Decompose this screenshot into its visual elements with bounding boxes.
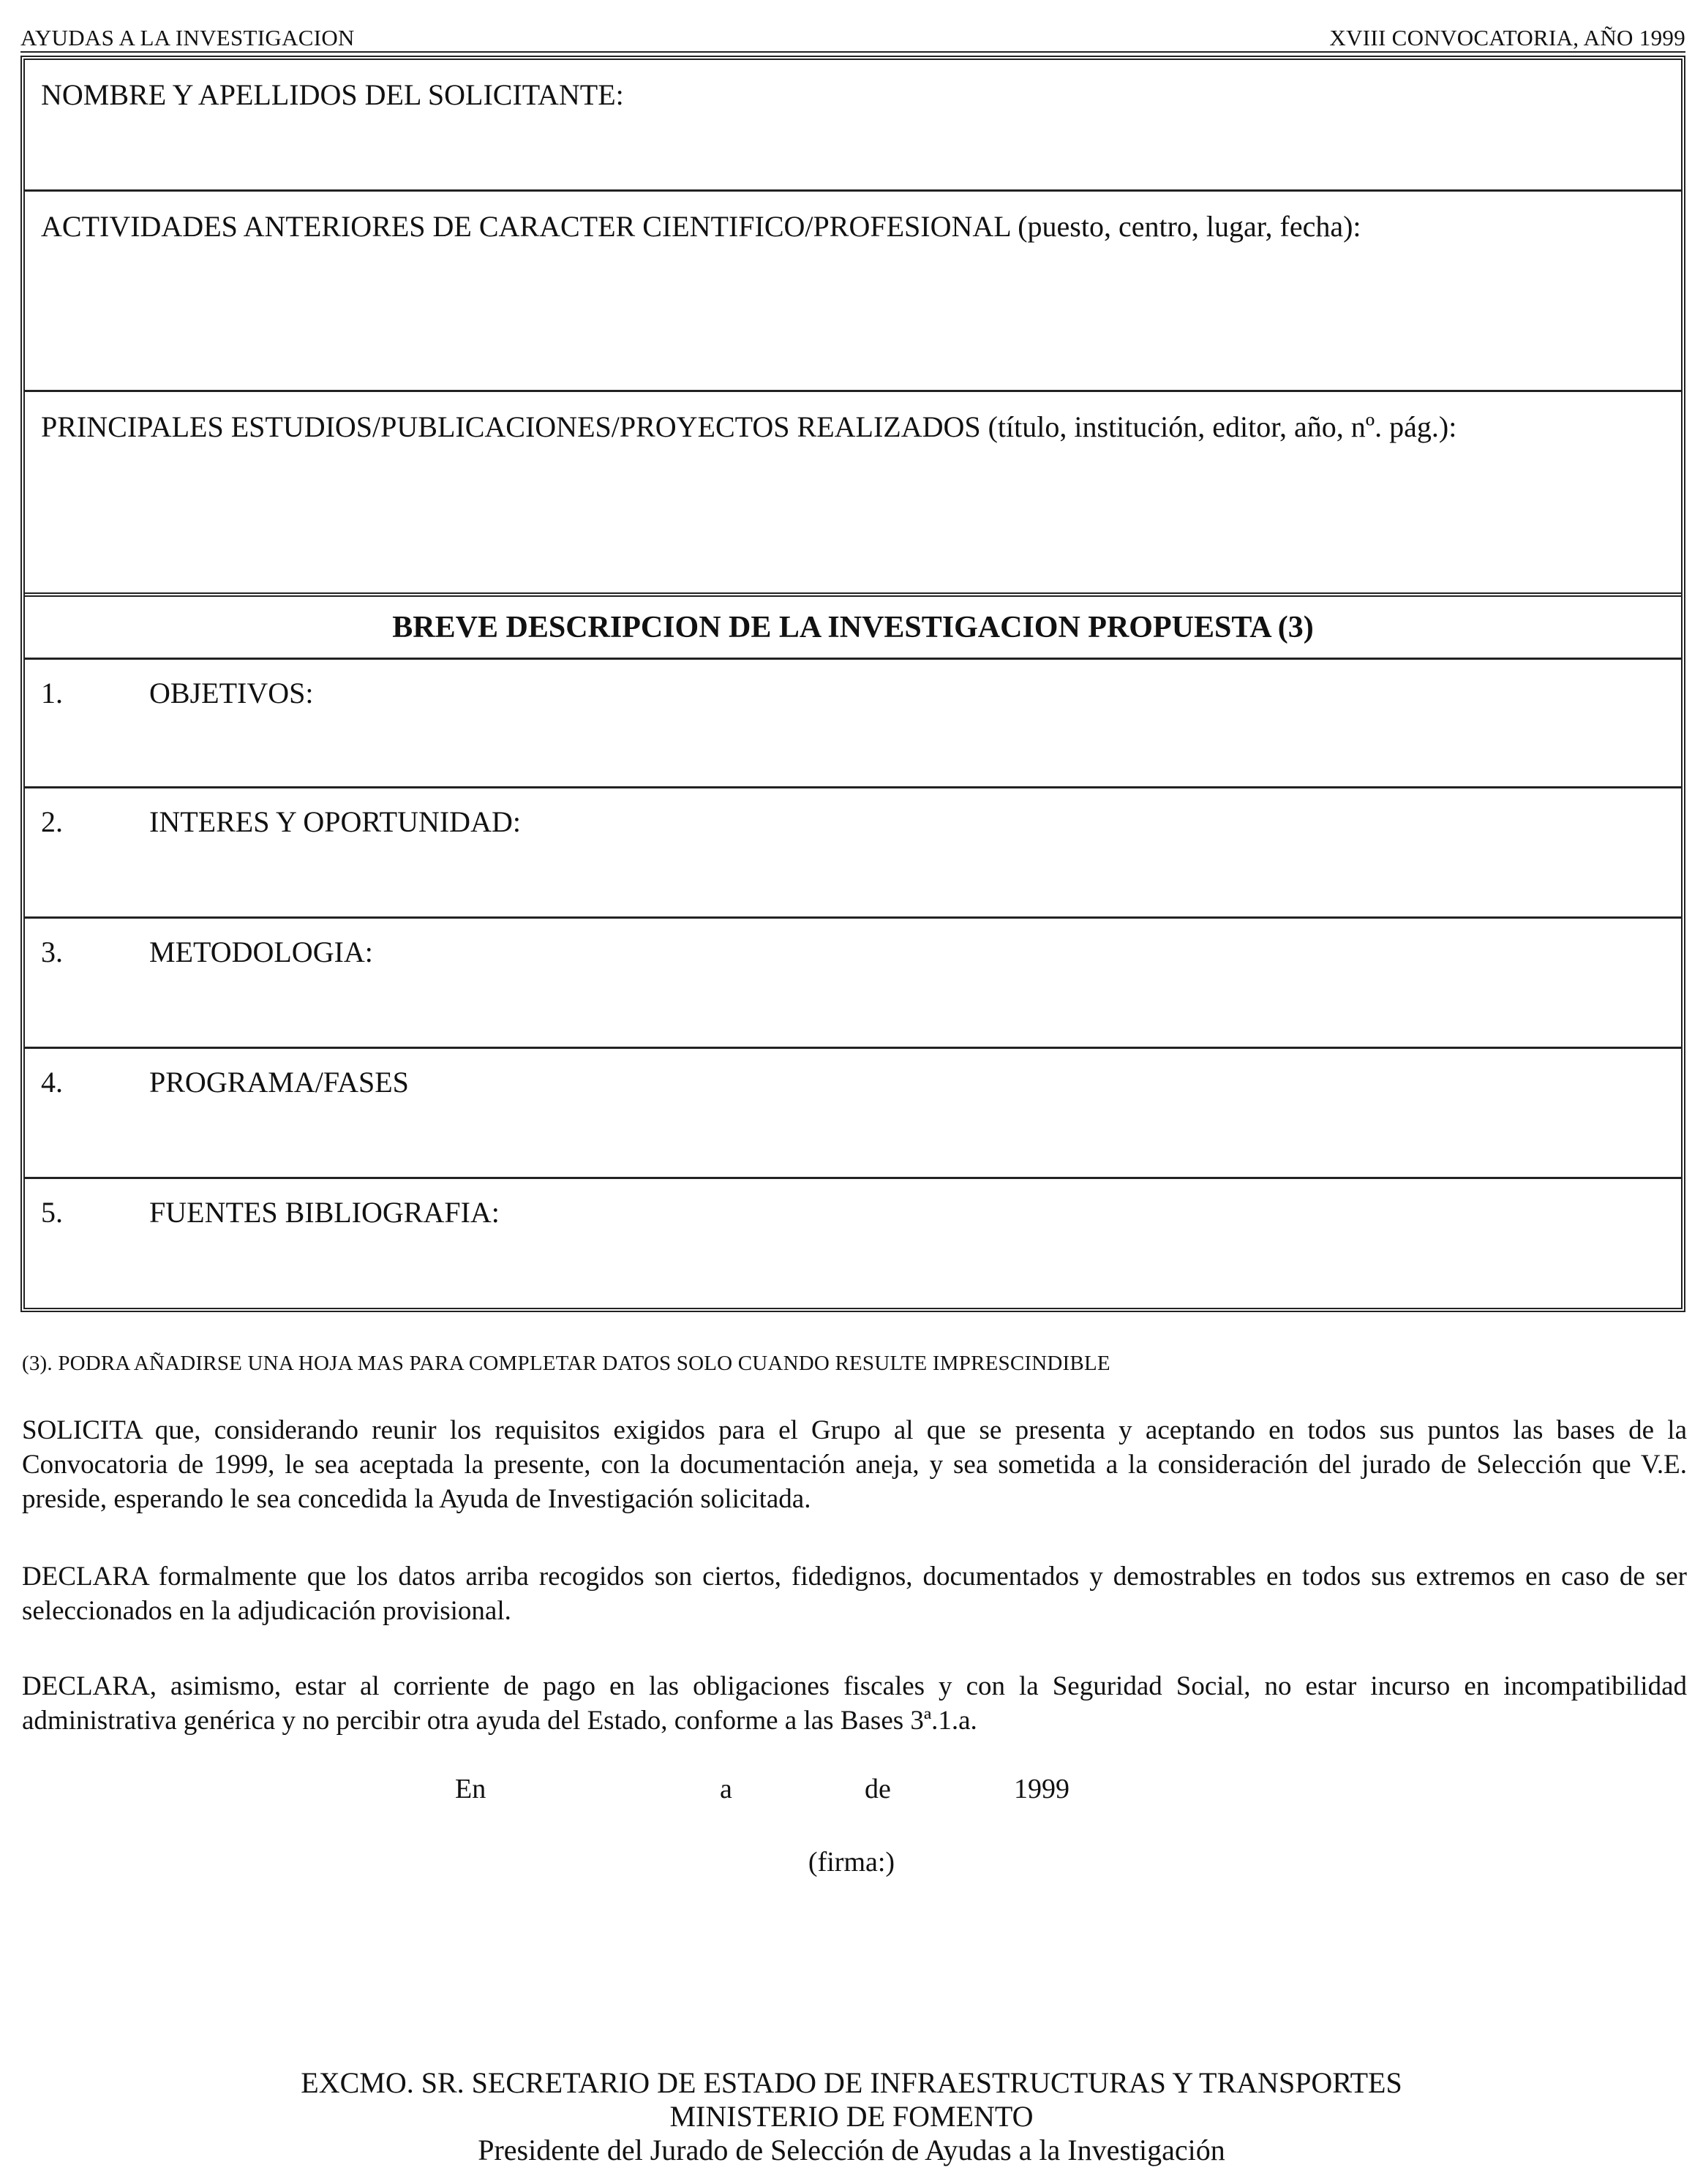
item-methodology[interactable] xyxy=(25,919,1681,1049)
item-label: PROGRAMA/FASES xyxy=(149,1066,409,1099)
publications-label: PRINCIPALES ESTUDIOS/PUBLICACIONES/PROYECTOS REALIZADOS (título, institución, editor, año, nº. pág.): xyxy=(41,410,1457,443)
request-paragraph: SOLICITA que, considerando reunir los requisitos exigidos para el Grupo al que se presenta y aceptando en todos sus puntos las bases de la Convocatoria de 1999, le sea aceptada la presente, con la documentación aneja, y sea sometida a la consideración del jurado de Selección que V.E. preside, esperando le sea concedida la Ayuda de Investigación solicitada. xyxy=(22,1415,1687,1514)
header-program-title: AYUDAS A LA INVESTIGACION xyxy=(20,25,355,50)
signature-label: (firma:) xyxy=(808,1847,895,1878)
item-number: 3. xyxy=(41,935,63,968)
declaration-paragraph: DECLARA formalmente que los datos arriba recogidos son ciertos, fidedignos, documentados y demostrables en todos sus extremos en caso de ser seleccionados en la adjudicación provisional. xyxy=(22,1562,1687,1626)
day-connector: a xyxy=(720,1774,732,1804)
footnote: (3). PODRA AÑADIRSE UNA HOJA MAS PARA COMPLETAR DATOS SOLO CUANDO RESULTE IMPRESCINDIBLE xyxy=(22,1352,1110,1375)
item-label: OBJETIVOS: xyxy=(149,677,314,709)
application-form xyxy=(20,56,1685,1312)
previous-activities-field[interactable] xyxy=(25,192,1681,392)
addressee-title: EXCMO. SR. SECRETARIO DE ESTADO DE INFRAESTRUCTURAS Y TRANSPORTES xyxy=(301,2066,1402,2099)
description-header xyxy=(25,597,1681,660)
applicant-name-field[interactable] xyxy=(25,60,1681,192)
item-bibliography[interactable] xyxy=(25,1179,1681,1308)
item-interest[interactable] xyxy=(25,788,1681,919)
declaration-paragraph-2: DECLARA, asimismo, estar al corriente de pago en las obligaciones fiscales y con la Seguridad Social, no estar incurso en incompatibilidad administrativa genérica y no percibir otra ayuda del Estado, conforme a las Bases 3ª.1.a. xyxy=(22,1671,1687,1736)
item-number: 5. xyxy=(41,1196,63,1229)
header-call-year: XVIII CONVOCATORIA, AÑO 1999 xyxy=(1329,25,1685,50)
place-prefix: En xyxy=(455,1774,486,1804)
page-header xyxy=(20,22,1685,53)
item-program-phases[interactable] xyxy=(25,1049,1681,1179)
item-number: 4. xyxy=(41,1066,63,1099)
item-label: FUENTES BIBLIOGRAFIA: xyxy=(149,1196,500,1229)
item-number: 1. xyxy=(41,677,63,709)
item-label: METODOLOGIA: xyxy=(149,935,373,968)
item-label: INTERES Y OPORTUNIDAD: xyxy=(149,805,521,838)
addressee-role: Presidente del Jurado de Selección de Ayudas a la Investigación xyxy=(478,2134,1225,2166)
date-year: 1999 xyxy=(1014,1774,1069,1804)
description-title: BREVE DESCRIPCION DE LA INVESTIGACION PROPUESTA (3) xyxy=(392,611,1314,644)
addressee-ministry: MINISTERIO DE FOMENTO xyxy=(669,2100,1034,2133)
item-objectives[interactable] xyxy=(25,660,1681,788)
month-connector: de xyxy=(865,1774,891,1804)
publications-field[interactable] xyxy=(25,392,1681,597)
applicant-name-label: NOMBRE Y APELLIDOS DEL SOLICITANTE: xyxy=(41,78,624,111)
previous-activities-label: ACTIVIDADES ANTERIORES DE CARACTER CIENTIFICO/PROFESIONAL (puesto, centro, lugar, fecha): xyxy=(41,210,1361,243)
header-rule xyxy=(20,51,1685,53)
item-number: 2. xyxy=(41,805,63,838)
